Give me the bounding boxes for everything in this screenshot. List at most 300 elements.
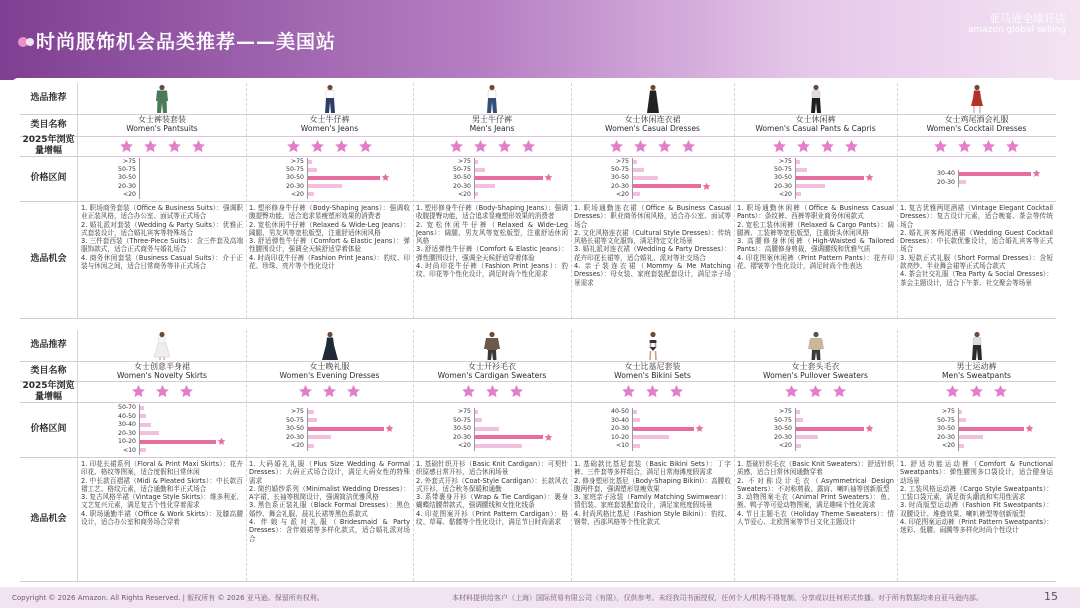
- opportunity-item: 3. 舒适弹性牛仔裤（Comfort & Elastic Jeans）：弹性腰围设计，强调全天候舒适穿着体验: [249, 237, 410, 254]
- star-icon: [681, 139, 696, 154]
- star-icon: [784, 384, 799, 399]
- opportunity-item: 1. 基础针织开衫（Basic Knit Cardigan）：可契针织原感日常开衫，适合休闲场景: [416, 460, 568, 477]
- cocktail-icon: [962, 84, 992, 114]
- cardigan-icon: [477, 331, 507, 361]
- opportunity-item: 2. 简约婚纱系列（Minimalist Wedding Dresses）：A字裙、长袖等极简设计，强调简洁优雅风格: [249, 484, 410, 502]
- product-image: [900, 83, 1053, 114]
- star-icon: [645, 384, 660, 399]
- price-tick-label: 20-30: [453, 182, 471, 190]
- category-name-cn: 女士套头毛衣: [791, 362, 840, 371]
- price-range-chart: [249, 156, 410, 201]
- opportunity-item: 1. 塑形修身牛仔裤（Body-Shaping Jeans）：强调收腹提臀功能，适合追求显瘦塑形效果的消费者: [416, 204, 568, 221]
- gown-icon: [315, 331, 345, 361]
- price-tick-label: <20: [941, 442, 955, 450]
- price-bar: [140, 431, 159, 435]
- opportunity-item: 4. 时尚印花牛仔裤（Fashion Print Jeans）：豹纹、印花、珍珠、亮片等个性化设计: [249, 253, 410, 271]
- opportunity-item: 3. 复古风格半裙（Vintage Style Skirts）：维多利亚、文艺复兴元素，满足复古个性化穿着需求: [81, 493, 243, 510]
- price-tick-label: >75: [457, 408, 471, 416]
- row-label-opportunity: 选品机会: [30, 254, 67, 264]
- opportunity-item: 4. 印花图案休闲裤（Print Pattern Pants）：花卉印花、褶皱等个性化设计，满足时尚个性表达: [737, 253, 894, 271]
- price-bar: [959, 418, 966, 422]
- category-name: [249, 115, 410, 136]
- product-image: [249, 330, 410, 361]
- opportunity-item: 3. 时尚版型运动裤（Fashion Fit Sweatpants）：双腰设计、堆叠效果、喇叭裤型等创新版型: [900, 501, 1053, 518]
- opportunity-item: 4. 亲子装连衣裙（Mommy & Me Matching Dresses）：母女装、家庭套装配套设计，满足亲子场景需求: [574, 262, 731, 287]
- price-tick-label: 50-75: [286, 166, 304, 174]
- price-bar: [796, 184, 825, 188]
- price-bar: [140, 440, 216, 444]
- opportunity-text: [249, 460, 410, 580]
- category-name: [249, 362, 410, 381]
- star-icon: [844, 139, 859, 154]
- price-tick-label: 30-50: [453, 425, 471, 433]
- price-bar: [959, 172, 1031, 176]
- price-tick-label: 40-50: [118, 412, 136, 420]
- star-icon: [633, 139, 648, 154]
- price-chart-area: [249, 402, 410, 457]
- jeans-icon: [477, 84, 507, 114]
- price-tick-label: <20: [290, 442, 304, 450]
- price-bar: [308, 160, 312, 164]
- brand-name-en: amazon global selling: [967, 25, 1066, 35]
- opportunity-text: [416, 204, 568, 317]
- category-name-en: Women's Cocktail Dresses: [926, 124, 1027, 133]
- price-bar: [796, 192, 801, 196]
- price-tick-label: <20: [457, 442, 471, 450]
- price-bar: [796, 427, 864, 431]
- category-name-cn: 女士比基尼套装: [624, 362, 681, 371]
- star-icon: [191, 139, 206, 154]
- price-bar: [475, 176, 543, 180]
- highlight-star-icon: [1025, 424, 1034, 433]
- price-range-chart: [81, 156, 243, 201]
- opportunity-item: 4. 时尚风格比基尼（Fashion Style Bikini）：豹纹、钢带、西部风格等个性化款式: [574, 509, 731, 527]
- price-tick-label: 30-50: [774, 425, 792, 433]
- growth-stars: [81, 136, 243, 156]
- price-bar: [475, 160, 478, 164]
- opportunity-item: 2. 工装风格运动裤（Cargo Style Sweatpants）：工装口袋元素，满足街头潮流和实用性需求: [900, 484, 1053, 502]
- star-icon: [346, 384, 361, 399]
- growth-rating: [416, 136, 568, 156]
- opportunity-item: 1. 复古优雅两尾酒裙（Vintage Elegant Cocktail Dresses）：复古设计元素，适合晚宴、茶会等传统场合: [900, 204, 1053, 229]
- price-bar: [140, 423, 151, 427]
- price-tick-label: <20: [615, 190, 629, 198]
- category-name-cn: 女士晚礼服: [309, 362, 350, 371]
- decorative-dots-icon: [16, 34, 36, 50]
- product-image: [249, 83, 410, 114]
- price-bar: [796, 410, 800, 414]
- price-tick-label: 20-30: [286, 182, 304, 190]
- price-tick-label: 20-30: [611, 182, 629, 190]
- growth-stars: [574, 381, 731, 402]
- price-range-chart: [416, 156, 568, 201]
- bikini-icon: [638, 331, 668, 361]
- highlight-star-icon: [381, 173, 390, 182]
- sweater-icon: [801, 331, 831, 361]
- category-name-en: Women's Evening Dresses: [279, 371, 380, 380]
- price-chart-area: [81, 156, 243, 201]
- price-tick-label: 50-75: [937, 416, 955, 424]
- category-name: [737, 362, 894, 381]
- pantsuit-icon: [147, 84, 177, 114]
- category-name: [900, 362, 1053, 381]
- price-bar: [140, 406, 144, 410]
- column-divider: [897, 83, 898, 318]
- star-icon: [981, 139, 996, 154]
- opportunity-text: [900, 204, 1053, 317]
- disclaimer-text: 本材料提供给客户（上海）国际贸易有限公司（有限），仅供参考。未经我司书面授权，任何个人/机构不得复制、分享或以任何形式传播。对于所有数据均来自亚马逊内部。: [452, 594, 983, 602]
- price-bar: [959, 427, 1024, 431]
- star-icon: [119, 139, 134, 154]
- skirt-icon: [147, 331, 177, 361]
- row-divider: [20, 201, 1056, 202]
- price-bar: [633, 192, 640, 196]
- star-icon: [657, 139, 672, 154]
- price-chart-area: [574, 402, 731, 457]
- row-divider: [20, 581, 1056, 582]
- category-name: [416, 362, 568, 381]
- opportunity-item: 1. 职场商务套装（Office & Business Suits）：强调职业正装风格，适合办公室、面试等正式场合: [81, 204, 243, 221]
- price-tick-label: <20: [122, 190, 136, 198]
- product-image: [81, 83, 243, 114]
- opportunity-item: 1. 舒适功能运动裤（Comfort & Functional Sweatpants）：弹性腰围多口袋设计，适合健身运动场景: [900, 460, 1053, 485]
- opportunity-text: [737, 460, 894, 580]
- category-name-en: Men's Jeans: [469, 124, 515, 133]
- price-bar: [796, 435, 818, 439]
- brand-name-cn: 亚马逊全球开店: [989, 12, 1066, 25]
- page-number: 15: [1044, 590, 1058, 603]
- price-tick-label: 10-20: [611, 433, 629, 441]
- star-icon: [461, 384, 476, 399]
- star-icon: [772, 139, 787, 154]
- growth-stars: [249, 381, 410, 402]
- price-range-chart: [900, 402, 1053, 457]
- star-icon: [669, 384, 684, 399]
- price-tick-label: 30-50: [937, 425, 955, 433]
- column-divider: [734, 83, 735, 318]
- product-image: [737, 83, 894, 114]
- price-bar: [308, 435, 331, 439]
- opportunity-item: 2. 宽松工装休闲裤（Relaxed & Cargo Pants）：阔腿裤、工装裤等宽松版型，注重街头休闲风格: [737, 220, 894, 237]
- growth-rating: [249, 381, 410, 402]
- category-name: [81, 362, 243, 381]
- price-bar: [475, 427, 499, 431]
- sweatpants-icon: [962, 331, 992, 361]
- opportunity-item: 2. 不对称设计毛衣（Asymmetrical Design Sweaters）：不对称剪裁、露肩、喇叭袖等创新版型: [737, 476, 894, 493]
- row-label-category: 类目名称: [30, 365, 67, 376]
- star-icon: [945, 384, 960, 399]
- star-icon: [143, 139, 158, 154]
- opportunity-item: 2. 修身塑形比基尼（Body-Shaping Bikini）：高腰收腹两件套，强调塑形显瘦效果: [574, 476, 731, 493]
- growth-rating: [81, 136, 243, 156]
- price-tick-label: <20: [778, 190, 792, 198]
- row-label-select: 选品推荐: [30, 340, 67, 350]
- price-bar: [633, 418, 640, 422]
- opportunity-item: 1. 职场通勤连衣裙（Office & Business Casual Dresses）：职业商务休闲风格，适合办公室、面试等场合: [574, 204, 731, 229]
- price-bar: [475, 168, 485, 172]
- star-icon: [832, 384, 847, 399]
- category-name-cn: 女士休闲裤: [795, 115, 836, 124]
- category-name-en: Women's Pullover Sweaters: [763, 371, 868, 380]
- price-tick-label: 10-20: [118, 438, 136, 445]
- product-image: [574, 330, 731, 361]
- product-image: [81, 330, 243, 361]
- price-chart-area: [900, 402, 1053, 457]
- price-bar: [959, 410, 962, 414]
- price-bar: [633, 160, 637, 164]
- price-bar: [633, 427, 694, 431]
- star-icon: [933, 139, 948, 154]
- category-name: [416, 115, 568, 136]
- opportunity-item: 4. 时尚印花牛仔裤（Fashion Print Jeans）：豹纹、印花等个性化设计，满足时尚个性化需求: [416, 262, 568, 279]
- opportunity-text: [574, 204, 731, 317]
- opportunity-item: 3. 动物图案毛衣（Animal Print Sweaters）：鱼、熊、鸭子等可爱动物图案，满足趣味个性化需求: [737, 493, 894, 510]
- opportunity-item: 3. 系带裹身开衫（Wrap & Tie Cardigan）：裹身蝴蝶结腰带款式，强调腰线和女性化线条: [416, 493, 568, 510]
- opportunity-text: [81, 460, 243, 580]
- price-bar: [308, 168, 317, 172]
- price-bar: [633, 444, 640, 448]
- price-tick-label: 30-40: [118, 421, 136, 428]
- price-tick-label: 50-75: [453, 416, 471, 424]
- category-name-en: Men's Sweatpants: [941, 371, 1012, 380]
- star-icon: [179, 384, 194, 399]
- category-name-en: Women's Casual Pants & Capris: [755, 124, 876, 133]
- growth-stars: [81, 381, 243, 402]
- price-bar: [308, 427, 384, 431]
- star-icon: [286, 139, 301, 154]
- price-tick-label: <10: [615, 442, 629, 450]
- category-name-cn: 女士鸡尾酒会礼服: [944, 115, 1009, 124]
- price-tick-label: 20-30: [937, 178, 955, 186]
- price-bar: [308, 418, 317, 422]
- growth-rating: [574, 381, 731, 402]
- growth-stars: [737, 136, 894, 156]
- price-chart-area: [737, 402, 894, 457]
- price-tick-label: <20: [290, 190, 304, 198]
- price-bar: [475, 192, 478, 196]
- opportunity-item: 2. 外套式开衫（Coat-Style Cardigan）：长款风衣式开衫，适合秋冬保暖和通勤: [416, 476, 568, 493]
- star-icon: [969, 384, 984, 399]
- price-tick-label: 40-50: [611, 408, 629, 416]
- star-icon: [310, 139, 325, 154]
- star-icon: [521, 139, 536, 154]
- price-tick-label: 20-30: [774, 182, 792, 190]
- price-tick-label: 50-70: [118, 404, 136, 411]
- price-tick-label: 20-30: [118, 429, 136, 437]
- copyright-text: Copyright © 2026 Amazon. All Rights Reserved. | 版权所有 © 2026 亚马逊。保留所有权利。: [12, 594, 324, 602]
- highlight-star-icon: [702, 182, 711, 191]
- price-bar: [633, 168, 644, 172]
- opportunity-text: [416, 460, 568, 580]
- price-tick-label: 20-30: [118, 182, 136, 190]
- price-tick-label: 50-75: [453, 166, 471, 174]
- star-icon: [155, 384, 170, 399]
- price-tick-label: >75: [122, 158, 136, 165]
- price-bar: [140, 448, 146, 452]
- price-tick-label: 30-50: [774, 174, 792, 182]
- price-chart-area: [574, 156, 731, 201]
- price-tick-label: >75: [778, 158, 792, 165]
- pants-icon: [801, 84, 831, 114]
- page-header: [0, 0, 1080, 80]
- price-range-chart: [416, 402, 568, 457]
- opportunity-text: [249, 204, 410, 317]
- column-divider: [413, 330, 414, 581]
- star-icon: [473, 139, 488, 154]
- opportunity-item: 3. 黑色系正装礼服（Black Formal Dresses）：黑色婚纱、舞会礼服、晨礼长裙等黑色系款式: [249, 501, 410, 518]
- price-tick-label: 30-40: [937, 170, 955, 177]
- opportunity-text: [737, 204, 894, 317]
- price-tick-label: 20-30: [774, 433, 792, 441]
- price-bar: [959, 444, 964, 448]
- price-bar: [633, 184, 701, 188]
- growth-stars: [416, 381, 568, 402]
- dress-icon: [638, 84, 668, 114]
- growth-rating: [574, 136, 731, 156]
- column-divider: [571, 83, 572, 318]
- star-icon: [993, 384, 1008, 399]
- page-title: 时尚服饰机会品类推荐——美国站: [36, 31, 337, 53]
- price-tick-label: >75: [615, 158, 629, 165]
- price-range-chart: [81, 402, 243, 457]
- category-name-cn: 男士牛仔裤: [472, 115, 512, 124]
- opportunity-item: 1. 基础款比基尼套装（Basic Bikini Sets）：丁字裤、三件套等多样组合，满足日常海滩度假需求: [574, 460, 731, 477]
- category-name-en: Women's Pantsuits: [126, 124, 198, 133]
- opportunity-item: 2. 文化风格连衣裙（Cultural Style Dresses）：传统风格长裙等文化服饰，满足特定文化场景: [574, 228, 731, 246]
- price-tick-label: >75: [290, 408, 304, 416]
- price-tick-label: 20-30: [286, 433, 304, 441]
- row-label-category: 类目名称: [30, 119, 67, 130]
- opportunity-item: 3. 短款正式礼服（Short Formal Dresses）：含短款亮纱、半业舞会裙等正式场合款式: [900, 253, 1053, 271]
- price-bar: [475, 184, 495, 188]
- price-bar: [959, 435, 983, 439]
- product-image: [416, 83, 568, 114]
- column-divider: [413, 83, 414, 318]
- price-bar: [475, 418, 482, 422]
- category-name-cn: 女士牛仔裤: [309, 115, 350, 124]
- price-tick-label: 50-75: [286, 416, 304, 424]
- highlight-star-icon: [544, 173, 553, 182]
- column-divider: [246, 330, 247, 581]
- row-label-opportunity: 选品机会: [30, 513, 67, 524]
- star-icon: [609, 139, 624, 154]
- price-chart-area: [900, 156, 1053, 201]
- price-range-chart: [900, 156, 1053, 201]
- price-range-chart: [249, 402, 410, 457]
- price-tick-label: 20-30: [611, 425, 629, 433]
- star-icon: [334, 139, 349, 154]
- price-bar: [796, 176, 864, 180]
- price-chart-area: [416, 402, 568, 457]
- star-icon: [957, 139, 972, 154]
- row-divider: [20, 318, 1056, 319]
- highlight-star-icon: [544, 433, 553, 442]
- product-image: [416, 330, 568, 361]
- price-tick-label: 50-75: [118, 166, 136, 174]
- highlight-star-icon: [217, 437, 226, 446]
- product-image: [574, 83, 731, 114]
- opportunity-item: 3. 舒适弹性牛仔裤（Comfort & Elastic Jeans）：弹性腰围设计，强调全天候舒适穿着体验: [416, 245, 568, 262]
- star-icon: [358, 139, 373, 154]
- column-divider: [571, 330, 572, 581]
- price-bar: [308, 410, 314, 414]
- row-label-price: 价格区间: [30, 424, 67, 434]
- star-icon: [167, 139, 182, 154]
- price-tick-label: 30-50: [453, 174, 471, 182]
- star-icon: [322, 384, 337, 399]
- opportunity-item: 4. 茶会社交礼服（Tea Party & Social Dresses）：茶会主题设计，适合下午茶、社交聚会等场景: [900, 270, 1053, 287]
- price-chart-area: [81, 402, 243, 457]
- growth-rating: [900, 381, 1053, 402]
- row-label-growth: 2025年浏览量增幅: [22, 135, 75, 156]
- price-tick-label: 50-75: [611, 166, 629, 174]
- opportunity-item: 4. 商务休闲套装（Business Casual Suits）：介于正装与休闲之间，适合日常商务等非正式场合: [81, 253, 243, 271]
- category-name: [574, 115, 731, 136]
- product-image: [900, 330, 1053, 361]
- row-divider: [20, 457, 1056, 458]
- price-tick-label: <10: [122, 446, 136, 454]
- price-tick-label: 30-50: [286, 425, 304, 433]
- price-bar: [796, 160, 800, 164]
- category-name: [574, 362, 731, 381]
- highlight-star-icon: [385, 424, 394, 433]
- opportunity-item: 1. 大码婚礼礼服（Plus Size Wedding & Formal Dresses）：大码正式场合设计，满足大码女性的特殊需求: [249, 460, 410, 485]
- price-bar: [633, 435, 669, 439]
- price-bar: [959, 180, 966, 184]
- opportunity-text: [574, 460, 731, 580]
- price-tick-label: 20-30: [453, 433, 471, 441]
- highlight-star-icon: [865, 424, 874, 433]
- price-bar: [475, 444, 522, 448]
- price-chart-area: [737, 156, 894, 201]
- price-tick-label: >75: [778, 408, 792, 416]
- price-tick-label: 30-40: [611, 416, 629, 424]
- growth-rating: [737, 381, 894, 402]
- price-bar: [796, 168, 807, 172]
- highlight-star-icon: [865, 173, 874, 182]
- category-name: [737, 115, 894, 136]
- star-icon: [621, 384, 636, 399]
- star-icon: [131, 384, 146, 399]
- price-range-chart: [737, 156, 894, 201]
- price-tick-label: 30-50: [611, 174, 629, 182]
- star-icon: [796, 139, 811, 154]
- highlight-star-icon: [695, 424, 704, 433]
- star-icon: [509, 384, 524, 399]
- opportunity-item: 1. 职场通勤休闲裤（Office & Business Casual Pants）：条纹裤、西裤等职业商务休闲款式: [737, 204, 894, 221]
- category-name-cn: 女士开衫毛衣: [468, 362, 516, 371]
- price-tick-label: 30-50: [286, 174, 304, 182]
- growth-stars: [900, 136, 1053, 156]
- price-bar: [308, 192, 314, 196]
- price-bar: [633, 176, 658, 180]
- row-label-growth: 2025年浏览量增幅: [22, 380, 75, 402]
- opportunity-item: 2. 宽松休闲牛仔裤（Relaxed & Wide-Leg Jeans）：阔腿、男友风等宽松版型，注重舒适休闲风格: [249, 220, 410, 237]
- price-tick-label: <20: [778, 442, 792, 450]
- growth-rating: [737, 136, 894, 156]
- category-name-en: Women's Jeans: [300, 124, 359, 133]
- column-divider: [77, 83, 78, 318]
- opportunity-text: [81, 204, 243, 317]
- growth-stars: [416, 136, 568, 156]
- category-name-cn: 女士创意半身裙: [134, 362, 190, 371]
- row-label-price: 价格区间: [30, 173, 67, 183]
- growth-stars: [737, 381, 894, 402]
- star-icon: [449, 139, 464, 154]
- price-bar: [633, 410, 637, 414]
- opportunity-item: 4. 印花图案运动裤（Print Pattern Sweatpants）：迷彩、低腰、闹腾等多样化时尚个性设计: [900, 518, 1053, 535]
- category-name-en: Women's Novelty Skirts: [117, 371, 207, 380]
